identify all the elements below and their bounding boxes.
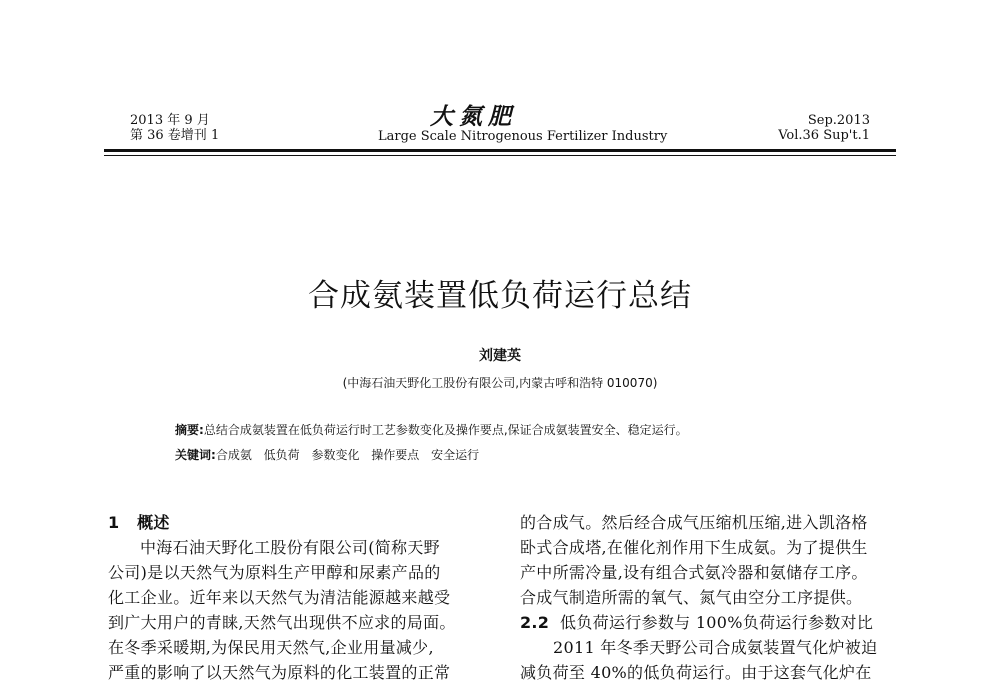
left-line-5: 在冬季采暖期,为保民用天然气,企业用量减少, (108, 638, 434, 657)
header-date-cn: 2013 年 9 月 (130, 113, 210, 128)
section-1-heading (108, 510, 170, 533)
header-date-en: Sep.2013 (807, 113, 870, 128)
abstract (175, 421, 688, 438)
header-rule-thick (104, 149, 896, 152)
section-1-title: 概述 (137, 513, 170, 532)
keywords-text: 合成氨 低负荷 参数变化 操作要点 安全运行 (215, 448, 480, 462)
section-2-2-number: 2.2 (520, 613, 550, 632)
section-2-2-heading (520, 610, 873, 633)
right-line-7: 减负荷至 40%的低负荷运行。由于这套气化炉在 (520, 663, 872, 682)
article-affiliation: (中海石油天野化工股份有限公司,内蒙古呼和浩特 010070) (342, 376, 658, 390)
right-line-4: 合成气制造所需的氧气、氮气由空分工序提供。 (520, 588, 863, 607)
left-line-2: 公司)是以天然气为原料生产甲醇和尿素产品的 (108, 563, 441, 582)
abstract-text: 总结合成氨装置在低负荷运行时工艺参数变化及操作要点,保证合成氨装置安全、稳定运行。 (203, 423, 688, 437)
article-author: 刘建英 (479, 348, 521, 364)
abstract-label: 摘要: (175, 423, 204, 437)
right-line-1: 的合成气。然后经合成气压缩机压缩,进入凯洛格 (520, 513, 868, 532)
right-line-2: 卧式合成塔,在催化剂作用下生成氨。为了提供生 (520, 538, 868, 557)
section-1-number: 1 (108, 513, 120, 532)
left-line-1: 中海石油天野化工股份有限公司(简称天野 (140, 538, 440, 557)
section-2-2-title: 低负荷运行参数与 100%负荷运行参数对比 (560, 613, 874, 632)
header-volume-en: Vol.36 Sup't.1 (778, 128, 870, 143)
left-line-3: 化工企业。近年来以天然气为清洁能源越来越受 (108, 588, 451, 607)
article-title: 合成氨装置低负荷运行总结 (308, 278, 692, 314)
keywords (175, 446, 479, 463)
header-rule-thin (104, 155, 896, 156)
right-line-6: 2011 年冬季天野公司合成氨装置气化炉被迫 (553, 638, 878, 657)
left-line-6: 严重的影响了以天然气为原料的化工装置的正常 (108, 663, 451, 682)
header-volume-cn: 第 36 卷增刊 1 (130, 128, 220, 143)
right-line-3: 产中所需冷量,设有组合式氨冷器和氨储存工序。 (520, 563, 868, 582)
left-line-4: 到广大用户的青睐,天然气出现供不应求的局面。 (108, 613, 456, 632)
journal-logo-cn: 大氮肥 (430, 103, 517, 130)
journal-title-en: Large Scale Nitrogenous Fertilizer Industry (378, 129, 668, 144)
keywords-label: 关键词: (175, 448, 216, 462)
